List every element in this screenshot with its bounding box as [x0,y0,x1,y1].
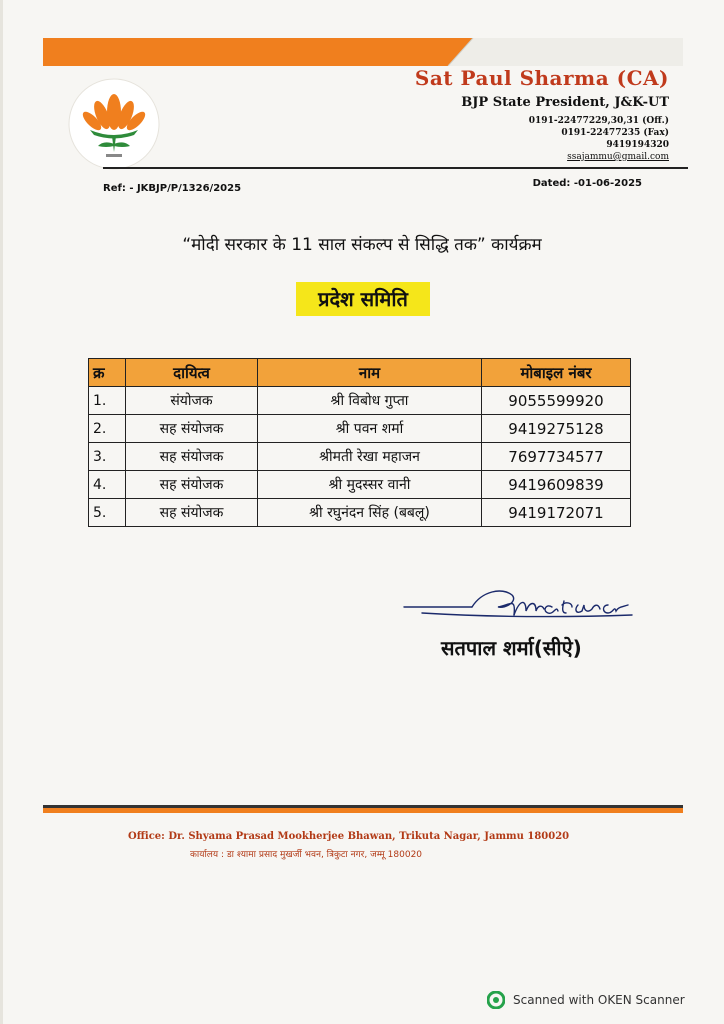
mobile-cell: 9055599920 [482,387,631,415]
mobile-cell: 9419275128 [482,415,631,443]
mobile-cell: 9419609839 [482,471,631,499]
sender-role: BJP State President, J&K-UT [461,95,669,110]
col-name: नाम [258,359,482,387]
header-rule [103,167,688,169]
name-cell: श्री पवन शर्मा [258,415,482,443]
col-role: दायित्व [126,359,258,387]
serial-cell: 1. [89,387,126,415]
office-phone: 0191-22477229,30,31 (Off.) [528,116,669,126]
document-date: Dated: -01-06-2025 [532,178,642,189]
footer-band [43,805,683,813]
role-cell: सह संयोजक [126,415,258,443]
office-address-hi: कार्यालय : डा श्यामा प्रसाद मुखर्जी भवन, त्रिकुटा नगर, जम्मू 180020 [190,850,423,860]
serial-cell: 5. [89,499,126,527]
serial-cell: 4. [89,471,126,499]
name-cell: श्री विबोध गुप्ता [258,387,482,415]
mobile-cell: 9419172071 [482,499,631,527]
table-row [89,387,631,415]
scanner-text: Scanned with OKEN Scanner [513,993,685,1007]
mobile-cell: 7697734577 [482,443,631,471]
program-title: “मोदी सरकार के 11 साल संकल्प से सिद्धि तक” कार्यक्रम [182,235,542,255]
header-band [43,38,683,66]
handwritten-signature [402,585,637,635]
mobile-number: 9419194320 [606,140,669,150]
name-cell: श्री रघुनंदन सिंह (बबलू) [258,499,482,527]
fax-number: 0191-22477235 (Fax) [561,128,669,138]
table-header-row [89,359,631,387]
role-cell: सह संयोजक [126,499,258,527]
reference-number: Ref: - JKBJP/P/1326/2025 [103,183,242,194]
role-cell: सह संयोजक [126,471,258,499]
table-row [89,471,631,499]
col-mobile: मोबाइल नंबर [482,359,631,387]
email-address: ssajammu@gmail.com [567,152,669,162]
committee-title: प्रदेश समिति [296,282,430,316]
name-cell: श्रीमती रेखा महाजन [258,443,482,471]
table-row [89,443,631,471]
role-cell: सह संयोजक [126,443,258,471]
serial-cell: 3. [89,443,126,471]
role-cell: संयोजक [126,387,258,415]
bjp-lotus-logo [68,78,160,170]
page-edge [0,0,3,1024]
signer-name: सतपाल शर्मा(सीऐ) [441,636,582,660]
col-serial: क्र [89,359,126,387]
scanner-logo-icon [487,991,505,1009]
committee-table [88,358,631,527]
scanner-watermark [487,990,685,1010]
serial-cell: 2. [89,415,126,443]
office-address-en: Office: Dr. Shyama Prasad Mookherjee Bhawan, Trikuta Nagar, Jammu 180020 [128,831,570,842]
table-row [89,499,631,527]
sender-name: Sat Paul Sharma (CA) [414,66,669,90]
table-row [89,415,631,443]
name-cell: श्री मुदस्सर वानी [258,471,482,499]
